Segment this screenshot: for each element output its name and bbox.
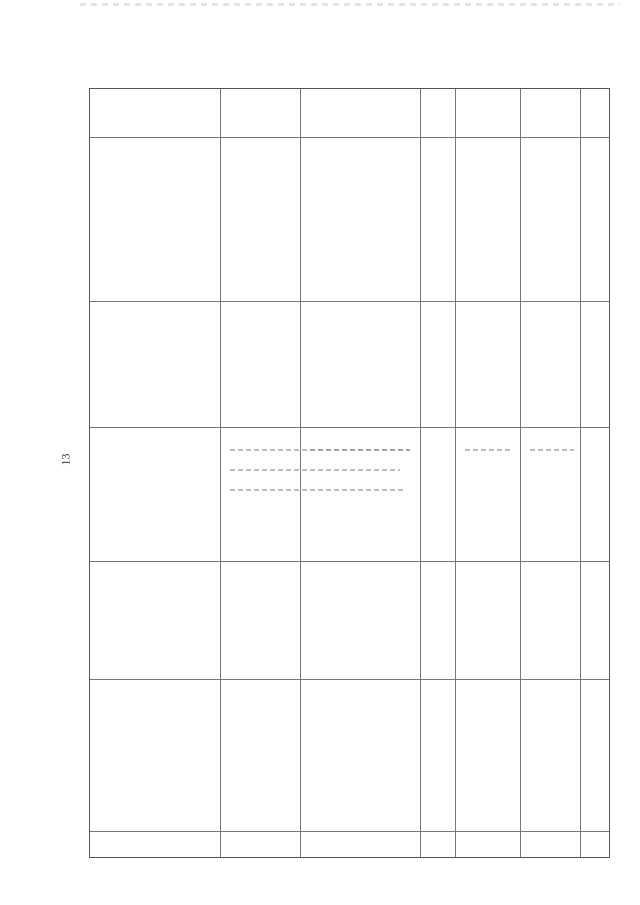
table-grid-line	[90, 427, 609, 428]
table-grid-line	[90, 137, 609, 138]
page-number: 13	[58, 453, 73, 466]
table-grid-line	[220, 89, 221, 857]
unreadable-text-placeholder	[310, 449, 410, 451]
table-grid-line	[90, 301, 609, 302]
table-grid-line	[90, 561, 609, 562]
table-grid-line	[520, 89, 521, 857]
table-grid-line	[90, 679, 609, 680]
unreadable-text-placeholder	[230, 489, 405, 491]
unreadable-text-placeholder	[230, 469, 400, 471]
unreadable-text-placeholder	[465, 449, 513, 451]
table-grid-line	[90, 831, 609, 832]
rotated-program-table	[89, 88, 610, 858]
table-grid-line	[420, 89, 421, 857]
table-grid-line	[300, 89, 301, 857]
unreadable-text-placeholder	[530, 449, 574, 451]
table-grid-line	[580, 89, 581, 857]
scan-edge-artifact	[80, 3, 620, 6]
table-grid-line	[455, 89, 456, 857]
